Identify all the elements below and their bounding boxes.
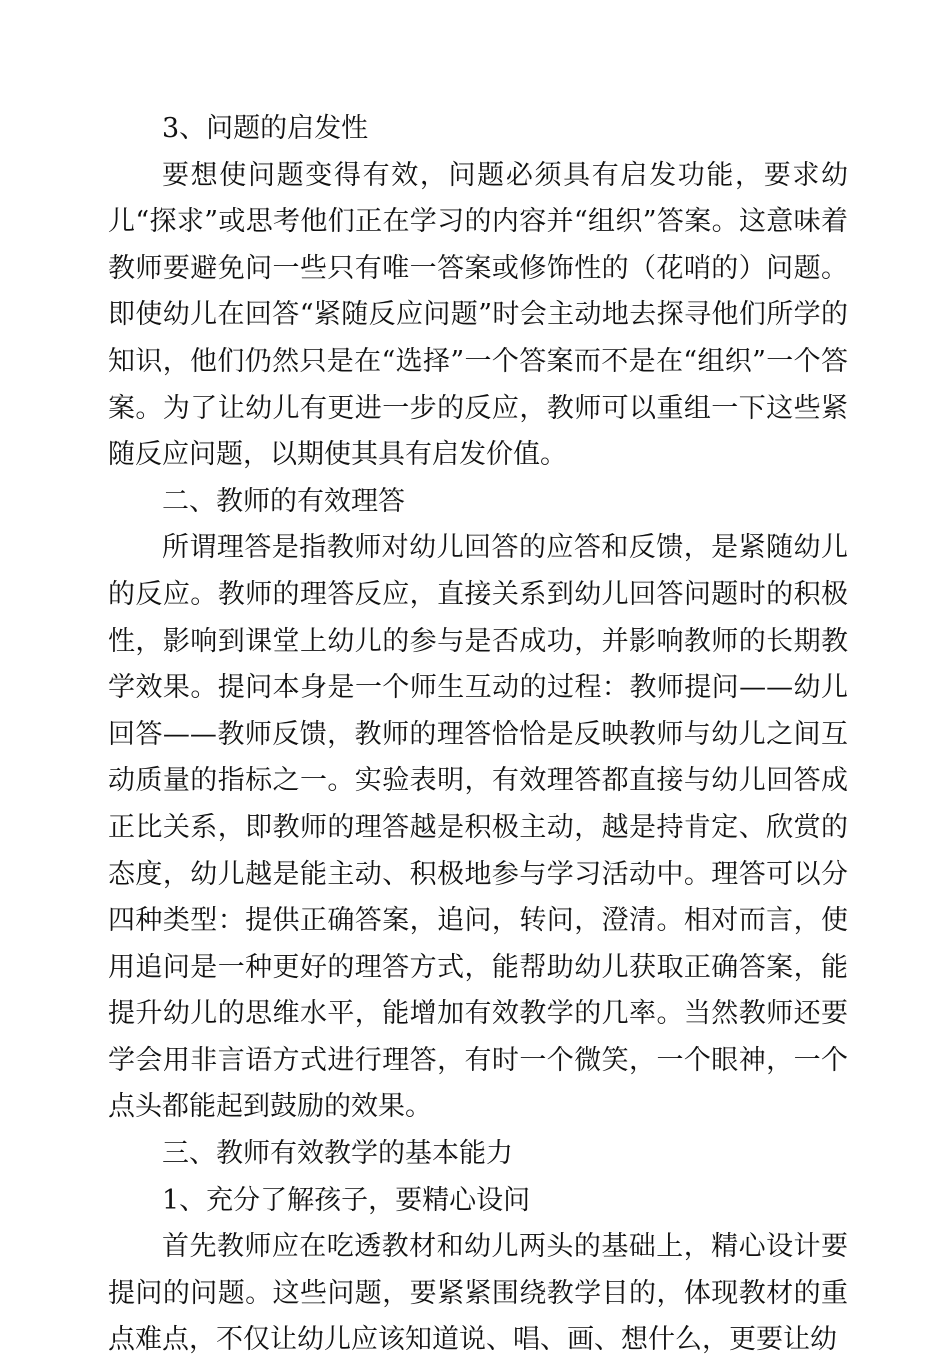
- heading-effective-response: 二、教师的有效理答: [162, 485, 405, 517]
- paragraph-effective-response: 所谓理答是指教师对幼儿回答的应答和反馈，是紧随幼儿的反应。教师的理答反应，直接关系到幼儿回答问题时的积极性，影响到课堂上幼儿的参与是否成功，并影响教师的长期教学效果。提问本身是一个师生互动的过程：教师提问——幼儿回答——教师反馈，教师的理答恰恰是反映教师与幼儿之间互动质量的指标之一。实验表明，有效理答都直接与幼儿回答成正比关系，即教师的理答越是积极主动，越是持肯定、欣赏的态度，幼儿越是能主动、积极地参与学习活动中。理答可以分四种类型：提供正确答案，追问，转问，澄清。相对而言，使用追问是一种更好的理答方式，能帮助幼儿获取正确答案，能提升幼儿的思维水平，能增加有效教学的几率。当然教师还要学会用非言语方式进行理答，有时一个微笑，一个眼神，一个点头都能起到鼓励的效果。: [108, 532, 848, 1123]
- heading-basic-abilities: 三、教师有效教学的基本能力: [162, 1138, 513, 1170]
- document-page: [108, 106, 848, 1364]
- subheading-understand-children: 1、充分了解孩子，要精心设问: [162, 1184, 531, 1216]
- subheading-heuristic: 3、问题的启发性: [162, 113, 369, 144]
- paragraph-heuristic-questions: 要想使问题变得有效，问题必须具有启发功能，要求幼儿“探求”或思考他们正在学习的内容并“组织”答案。这意味着教师要避免问一些只有唯一答案或修饰性的（花哨的）问题。即使幼儿在回答“紧随反应问题”时会主动地去探寻他们所学的知识，他们仍然只是在“选择”一个答案而不是在“组织”一个答案。为了让幼儿有更进一步的反应，教师可以重组一下这些紧随反应问题，以期使其具有启发价值。: [108, 159, 848, 471]
- paragraph-design-questions: 首先教师应在吃透教材和幼儿两头的基础上，精心设计要提问的问题。这些问题，要紧紧围绕教学目的，体现教材的重点难点，不仅让幼儿应该知道说、唱、画、想什么，更要让幼: [108, 1231, 848, 1356]
